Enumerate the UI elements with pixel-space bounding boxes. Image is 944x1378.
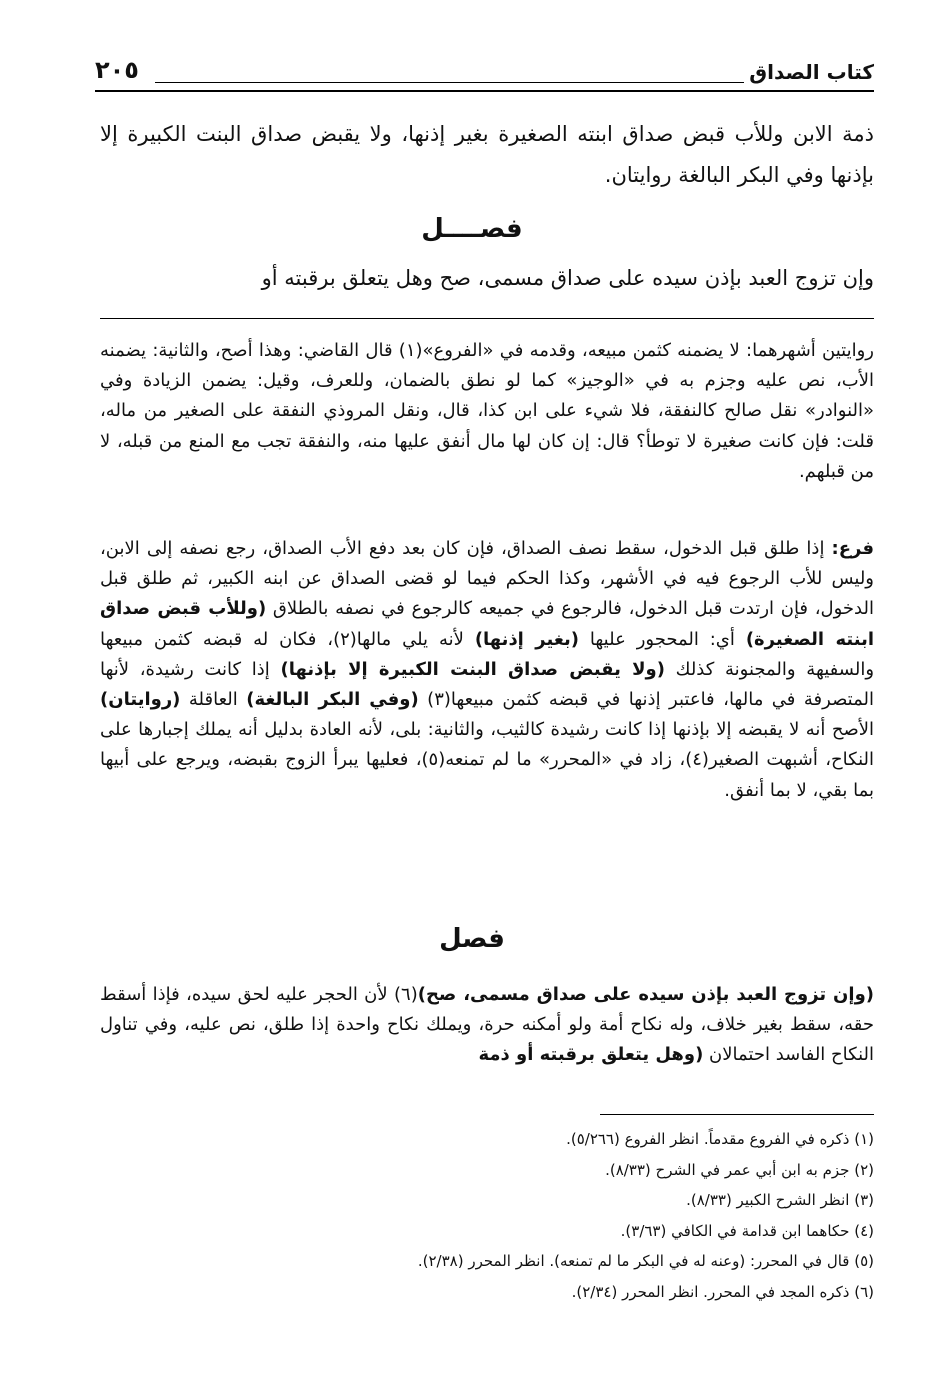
matn-text-2: وإن تزوج العبد بإذن سيده على صداق مسمى، صح وهل يتعلق برقبته أو	[261, 266, 874, 290]
far-label: فرع:	[831, 538, 874, 559]
header-rule-thick	[95, 90, 874, 92]
quoted-matn: (وللأب قبض صداق ابنته الصغيرة)	[100, 598, 875, 650]
matn-text-1: ذمة الابن وللأب قبض صداق ابنته الصغيرة بغير إذنها، ولا يقبض صداق البنت الكبيرة إلا بإذنها وفي البكر البالغة روايتان.	[100, 122, 874, 187]
sharh-run: العاقلة	[180, 689, 247, 711]
matn-paragraph-2	[100, 258, 874, 299]
chapter-title: كتاب الصداق	[749, 60, 874, 84]
sharh-run: إذا طلق قبل الدخول، سقط نصف الصداق، فإن كان بعد دفع الأب الصداق، رجع نصفه إلى الابن، وليس للأب الرجوع فيه في الأشهر، وكذا الحكم فيما لو قضى الصداق عن ابنه الكبير، ثم طلق قبل الدخول، فإن ارتدت قبل الدخول، فالرجوع في جميعه كالرجوع في نصفه بالطلاق	[100, 538, 874, 620]
sharh-paragraph-3	[100, 980, 874, 1071]
sharh-paragraph-1	[100, 336, 874, 487]
footnote-6: (٦) ذكره المجد في المحرر. انظر المحرر (٢/٣٤).	[571, 1282, 874, 1301]
footnotes	[100, 1124, 874, 1307]
sharh-text-2	[100, 534, 874, 806]
footnote-1: (١) ذكره في الفروع مقدماً. انظر الفروع (٥/٢٦٦).	[566, 1130, 874, 1148]
quoted-matn: (ولا يقبض صداق البنت الكبيرة إلا بإذنها)	[280, 658, 665, 680]
sharh-paragraph-2	[100, 534, 874, 806]
sharh-run: أي: المحجور عليها	[579, 628, 746, 650]
matn-section-heading: فصــــل	[421, 214, 523, 244]
sharh-run: لأنه يلي مالها(٢)، فكان له قبضه كثمن مبيعها والسفيهة والمجنونة كذلك	[100, 628, 875, 680]
quoted-matn: (وهل يتعلق برقبته أو ذمة	[478, 1044, 704, 1066]
footnote-2: (٢) جزم به ابن أبي عمر في الشرح (٨/٣٣).	[605, 1160, 874, 1179]
header-rule-thin	[155, 82, 744, 83]
sharh-text-3	[100, 980, 874, 1071]
sharh-run: إذا كانت رشيدة، لأنها المتصرفة في مالها، فاعتبر إذنها في قبضه كثمن مبيعها(٣)	[100, 658, 875, 711]
matn-paragraph-1	[100, 114, 874, 196]
quoted-matn: (وفي البكر البالغة)	[246, 689, 419, 711]
footnote-3: (٣) انظر الشرح الكبير (٨/٣٣).	[686, 1191, 874, 1209]
sharh-run: الأصح أنه لا يقبضه إلا بإذنها إذا كانت رشيدة كالثيب، والثانية: بلى، لأنه العادة بدليل أنه يملك إجبارها على النكاح، أشبهت الصغير(٤)، زاد في «المحرر» ما لم تمنعه(٥)، فعليها يبرأ الزوج بقبضه، ويرجع على أبيها بما بقي، لا بما أنفق.	[100, 719, 874, 801]
sharh-section-heading: فصل	[439, 924, 505, 954]
sharh-run: (٦) لأن الحجر عليه لحق سيده، فإذا أسقط حقه، سقط بغير خلاف، وله نكاح أمة ولو أمكنه حرة، ويملك نكاح واحدة إذا طلق، نص عليه، وفي تناول النكاح الفاسد احتمالان	[100, 984, 874, 1066]
sharh-text-1: روايتين أشهرهما: لا يضمنه كثمن مبيعه، وقدمه في «الفروع»(١) قال القاضي: وهذا أصح، والثانية: يضمنه الأب، نص عليه وجزم به في «الوجيز» كما لو نطق بالضمان، وللعرف، وقيل: يضمن الزيادة وفي «النوادر» نقل صالح كالنفقة، فلا شيء على ابن كذا، قال، ونقل المروذي النفقة على الصغير من ماله، قلت: فإن كانت صغيرة لا توطأ؟ قال: إن كان لها مال أنفق عليها منه، والنفقة تجب مع المنع من قبله، لا من قبلهم.	[100, 340, 874, 482]
running-header	[95, 56, 874, 92]
quoted-matn: (وإن تزوج العبد بإذن سيده على صداق مسمى، صح)	[417, 984, 874, 1005]
quoted-matn: (بغير إذنها)	[474, 628, 579, 650]
footnote-divider	[600, 1114, 874, 1115]
footnote-5: (٥) قال في المحرر: (وعنه له في البكر ما لم تمنعه). انظر المحرر (٢/٣٨).	[417, 1252, 874, 1270]
footnote-4: (٤) حكاهما ابن قدامة في الكافي (٣/٦٣).	[620, 1221, 874, 1240]
matn-sharh-divider	[100, 318, 874, 319]
quoted-matn: (روايتان)	[100, 689, 181, 711]
page-number: ٢٠٥	[95, 56, 139, 84]
